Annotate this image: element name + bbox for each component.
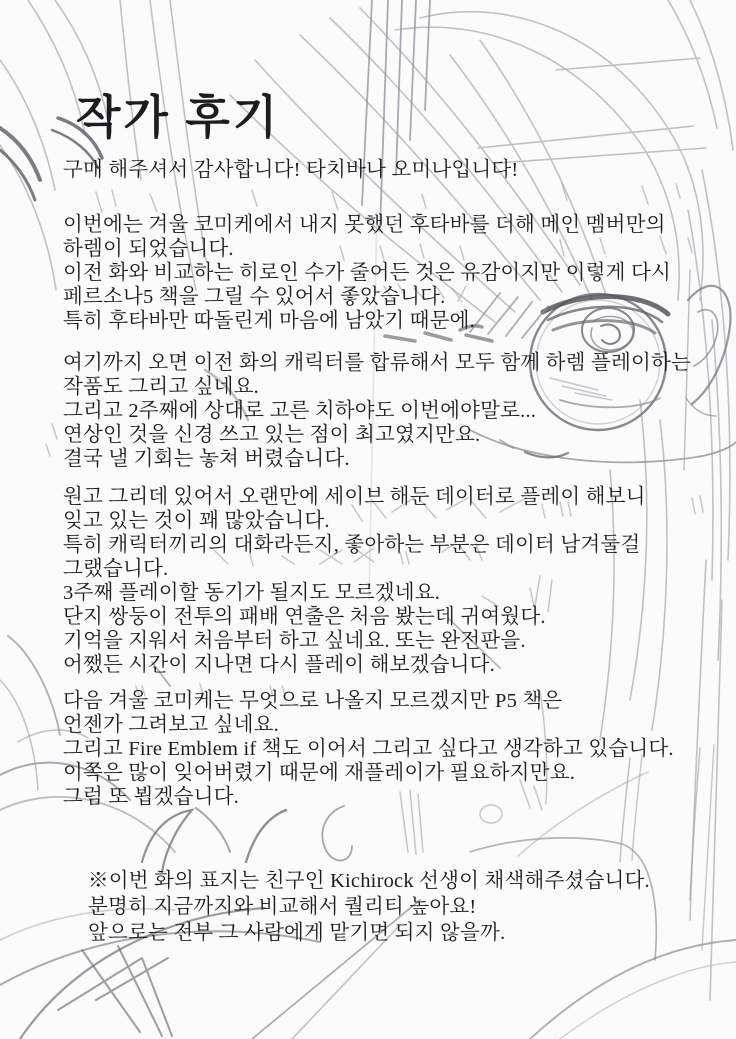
text-line: 이전 화와 비교하는 히로인 수가 줄어든 것은 유감이지만 이렇게 다시 xyxy=(63,262,672,284)
text-line: 앞으로는 전부 그 사람에게 맡기면 되지 않을까. xyxy=(88,922,506,944)
paragraph-greeting xyxy=(63,158,518,182)
text-line: 기억을 지워서 처음부터 하고 싶네요. 또는 완전판을. xyxy=(63,630,526,652)
footnote-cover-credit xyxy=(88,868,650,946)
text-line: 다음 겨울 코미케는 무엇으로 나올지 모르겠지만 P5 책은 xyxy=(63,690,563,712)
text-line: 이번에는 겨울 코미케에서 내지 못했던 후타바를 더해 메인 멤버만의 xyxy=(63,214,666,236)
text-line: 잊고 있는 것이 꽤 많았습니다. xyxy=(63,510,330,532)
text-line: 이쪽은 많이 잊어버렸기 때문에 재플레이가 필요하지만요. xyxy=(63,762,576,784)
text-line: 특히 후타바만 따돌린게 마음에 남았기 때문에. xyxy=(63,310,476,332)
text-line: 단지 쌍둥이 전투의 패배 연출은 처음 봤는데 귀여웠다. xyxy=(63,606,546,628)
text-line: 그럼 또 뵙겠습니다. xyxy=(63,786,239,808)
text-line: 페르소나5 책을 그릴 수 있어서 좋았습니다. xyxy=(63,286,446,308)
text-line: 결국 낼 기회는 놓쳐 버렸습니다. xyxy=(63,448,350,470)
text-line: 어쨌든 시간이 지나면 다시 플레이 해보겠습니다. xyxy=(63,654,496,676)
paragraph-future-works xyxy=(63,351,691,471)
text-line: 여기까지 오면 이전 화의 캐릭터를 합류해서 모두 함께 하렘 플레이하는 xyxy=(63,352,692,374)
text-line: 작품도 그리고 싶네요. xyxy=(63,376,260,398)
text-line: 구매 해주셔서 감사합니다! 타치바나 오미나입니다! xyxy=(63,159,519,181)
text-line: 그리고 Fire Emblem if 책도 이어서 그리고 싶다고 생각하고 있습니다. xyxy=(63,738,674,760)
text-line: 언젠가 그려보고 싶네요. xyxy=(63,714,280,736)
paragraph-replay-notes xyxy=(63,485,646,677)
page-title: 작가 후기 xyxy=(76,91,281,143)
paragraph-next-comiket xyxy=(63,689,674,809)
text-line: 그리고 2주째에 상대로 고른 치하야도 이번에야말로... xyxy=(63,400,537,422)
text-line: 하렘이 되었습니다. xyxy=(63,238,234,260)
text-line: ※이번 화의 표지는 친구인 Kichirock 선생이 채색해주셨습니다. xyxy=(88,870,650,892)
text-line: 3주째 플레이할 동기가 될지도 모르겠네요. xyxy=(63,582,441,604)
text-line: 분명히 지금까지와 비교해서 퀄리티 높아요! xyxy=(88,896,477,918)
paragraph-book-intro xyxy=(63,213,671,333)
text-line: 특히 캐릭터끼리의 대화라든지, 좋아하는 부분은 데이터 남겨둘걸 xyxy=(63,534,641,556)
text-line: 그랬습니다. xyxy=(63,558,169,580)
text-line: 원고 그리데 있어서 오랜만에 세이브 해둔 데이터로 플레이 해보니 xyxy=(63,486,646,508)
text-line: 연상인 것을 신경 쓰고 있는 점이 최고였지만요. xyxy=(63,424,481,446)
